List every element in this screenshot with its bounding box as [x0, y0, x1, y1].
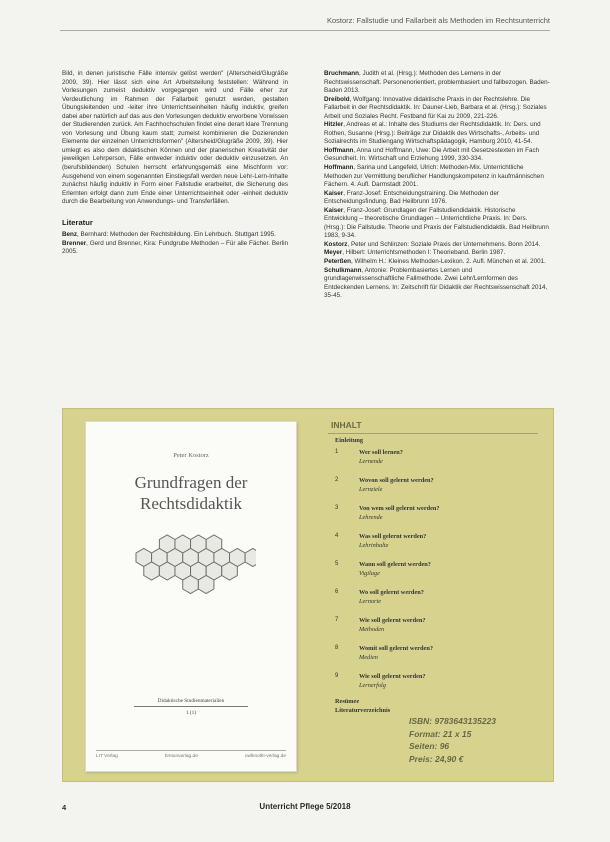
honeycomb-cell: [144, 562, 160, 580]
toc-item-question: Von wem soll gelernt werden?: [359, 505, 440, 512]
toc-item-subtitle: Medien: [359, 654, 378, 661]
toc-intro: Einleitung: [335, 437, 363, 444]
toc-item-question: Wie soll gelernt werden?: [359, 673, 426, 680]
reference-author: Kaiser: [324, 189, 344, 197]
reference-author: Kaiser: [324, 206, 344, 214]
reference-entry: [324, 70, 550, 96]
honeycomb-cell: [245, 549, 256, 567]
reference-text: , Hilbert: Unterrichtsmethoden I: Theorieband. Berlin 1987.: [342, 249, 506, 257]
book-isbn: ISBN: 9783643135223: [409, 716, 496, 726]
reference-entry: [324, 249, 550, 258]
toc-item: [335, 505, 535, 528]
toc-item-subtitle: Lernorte: [359, 598, 382, 605]
toc-item: [335, 449, 535, 472]
toc-item: [335, 589, 535, 612]
toc-item-number: 9: [335, 673, 339, 679]
reference-text: , Franz-Josef: Grundlagen der Fallstudiendidaktik. Historische Entwicklung – theoretische Grundlagen – Unterrichtliche Praxis. In: Ders. (Hrsg.): Die Fallstudie. Theorie und Praxis der Fallstudiendidaktik. Bad Heilbrunn 1983, 9-34.: [324, 206, 549, 240]
reference-author: Benz: [62, 231, 78, 239]
toc-item-number: 8: [335, 645, 339, 651]
cover-title-line1: Grundfragen der: [134, 473, 248, 492]
body-paragraph: Bild, in denen juristische Fälle intensiv gelöst werden" (Alterscheid/Glugräße 2009, 39). Hier lässt sich eine Art Arbeitsteilung feststellen: Während in Vorlesungen zumeist deduktiv vorgegangen wird und Fälle eher zur Verdeutlichung im Rahmen der Fallarbeit genutzt werden, gestalten Übungsleitenden und -leiter ihre Unterrichtseinheiten häufig induktiv, greifen dabei aber natürlich auf das aus den Vorlesungen deduktiv erworbene Vorwissen der Studierenden zurück. Am Fachhochschulen findet eine derart klare Trennung von Vorlesung und Übung kaum statt; zumeist kombinieren die Dozierenden Elemente der einzelnen Unterrichtsformen" (Altersheid/Glugräße 2009, 39). Hier umlegt es also dem didaktischen Können und der planerischen Kreativität der jeweiligen Lehrperson, Fälle entweder induktiv oder deduktiv einzusetzen. An (berufsbildenden) Schulen herrscht erfahrungsgemäß eine Mischform vor: Ausgehend von einem sogenannten Einstiegsfall werden neue Lehr-Lern-Inhalte zunächst häufig induktiv in Form einer Fallstudie erarbeitet, die Sicherung des Erlernten erfolgt dann zum Ende einer Unterrichtseinheit oder -einheit deduktiv durch die Bearbeitung von Anwendungs- und Transferfällen.: [62, 70, 288, 206]
toc-item-subtitle: Vigilage: [359, 570, 380, 577]
book-pages: Seiten: 96: [409, 741, 450, 751]
reference-text: , Wilhelm H.: Kleines Methoden-Lexikon. 2. Aufl. München et al. 2001.: [350, 258, 546, 266]
reference-author: Bruchmann: [324, 70, 359, 77]
cover-title-line2: Rechtsdidaktik: [140, 494, 242, 513]
toc-item-question: Wovon soll gelernt werden?: [359, 477, 434, 484]
reference-author: Meyer: [324, 249, 343, 257]
toc-bibliography: Literaturverzeichnis: [335, 707, 391, 714]
toc-item-question: Wann soll gelernt werden?: [359, 561, 431, 568]
cover-author: Peter Kostorz: [173, 452, 209, 459]
honeycomb-cell: [159, 562, 175, 580]
reference-author: Dreibold: [324, 95, 350, 103]
reference-entry: [62, 240, 288, 257]
right-column: [324, 70, 550, 301]
cover-title: [86, 472, 296, 514]
reference-entry: [324, 241, 550, 250]
toc-heading: INHALT: [331, 420, 362, 430]
toc-item-subtitle: Lernziele: [359, 486, 383, 493]
page-number: 4: [62, 803, 67, 812]
reference-text: , Sarina und Langefeld, Ulrich: Methoden-Mix. Unterrichtliche Methoden zur Vermittlung beruflicher Handlungskompetenz in kaufmännischen Fächern. 4. Aufl. Darmstadt 2001.: [324, 164, 544, 189]
reference-author: Schulkmann: [324, 266, 362, 274]
cover-footer-site-1: bmtunvarlag.de: [164, 754, 198, 759]
book-cover: [85, 421, 297, 772]
toc-item-number: 4: [335, 533, 339, 539]
running-header: Kostorz: Fallstudie und Fallarbeit als Methoden im Rechtsunterricht: [326, 16, 550, 25]
toc-item-subtitle: Methoden: [359, 626, 385, 633]
reference-author: Kostorz: [324, 240, 348, 248]
left-column: [62, 70, 288, 257]
literature-heading: Literatur: [62, 217, 93, 227]
book-format: Format: 21 x 15: [409, 728, 472, 739]
reference-author: Brenner: [62, 239, 87, 247]
reference-author: Hoffmann: [324, 164, 354, 172]
reference-entry: [324, 164, 550, 190]
reference-text: , Andreas et al.: Inhalte des Studiums der Rechtsdidaktik. In: Ders. und Rothen, Susanne (Hrsg.): Beiträge zur Didaktik des Wirtschafts-, Arbeits- und Sozialrechts im Studiengang Wirtschaftspädagogik, Hamburg 2010, 41-54.: [324, 121, 541, 146]
toc-item-question: Wie soll gelernt werden?: [359, 617, 426, 624]
cover-footer-site-2: uwlknotlit-verlag.de: [244, 754, 286, 759]
reference-text: , Antonie: Problembasiertes Lernen und grundlagenwissenschaftliche Fallmethode. Zwei Lehr/Lernformen des Entdeckenden Lernens. In: Zeitschrift für Didaktik der Rechtswissenschaft 2014, 35-45.: [324, 266, 548, 300]
toc-item-question: Womit soll gelernt werden?: [359, 645, 433, 652]
reference-text: , Gerd und Brenner, Kira: Fundgrube Methoden – Für alle Fächer. Berlin 2005.: [62, 239, 288, 256]
header-rule: [60, 30, 550, 31]
book-advertisement: [62, 408, 554, 782]
table-of-contents: [335, 437, 535, 714]
reference-entry: [324, 258, 550, 267]
reference-text: , Anna und Hoffmann, Uwe: Die Arbeit mit Gesetzestexten im Fach Gesundheit. In: Wirtschaft und Erziehung 1999, 330-334.: [324, 146, 540, 163]
toc-rule: [328, 433, 538, 434]
cover-bottom-rule: [96, 750, 286, 751]
toc-item-subtitle: Lernerfolg: [359, 682, 386, 689]
cover-footer: [96, 754, 286, 759]
toc-item-number: 7: [335, 617, 339, 623]
toc-item-number: 1: [335, 449, 339, 455]
cover-series: Didaktische Studienmaterialien: [157, 698, 225, 704]
toc-item-subtitle: Lehrinhalte: [359, 542, 389, 549]
book-price: Preis: 24,90 €: [409, 753, 464, 764]
honeycomb-cell: [198, 576, 214, 594]
honeycomb-cell: [222, 562, 238, 580]
reference-entry: [324, 190, 550, 207]
toc-item-number: 5: [335, 561, 339, 567]
toc-item: [335, 617, 535, 640]
reference-author: Peterßen: [324, 258, 351, 266]
reference-author: Hoffmann: [324, 146, 354, 154]
toc-item: [335, 645, 535, 668]
reference-entry: [324, 96, 550, 122]
toc-summary: Resümee: [335, 698, 360, 705]
reference-entry: [324, 147, 550, 164]
toc-item-subtitle: Lernende: [359, 458, 383, 465]
reference-entry: [324, 121, 550, 147]
toc-item: [335, 673, 535, 696]
toc-item: [335, 561, 535, 584]
toc-item-subtitle: Lehrende: [359, 514, 383, 521]
honeycomb-illustration: [126, 534, 256, 604]
toc-item-number: 2: [335, 477, 339, 483]
cover-rule: [134, 706, 248, 707]
reference-entry: [324, 267, 550, 301]
reference-entry: [62, 231, 288, 240]
toc-item-number: 6: [335, 589, 339, 595]
book-info: [409, 715, 549, 765]
reference-text: , Wolfgang: Innovative didaktische Praxis in der Rechtslehre. Die Fallarbeit in der Rechtsdidaktik. In: Dauner-Lieb, Barbara et al. (Hrsg.): Soziales Arbeit und Soziales Recht. Festband für Kai zu 2009, 221-226.: [324, 95, 547, 120]
toc-item-question: Was soll gelernt werden?: [359, 533, 427, 540]
reference-author: Hitzler: [324, 121, 344, 129]
honeycomb-cell: [183, 576, 199, 594]
toc-item-question: Wer soll lernen?: [359, 449, 403, 456]
right-references: [324, 70, 550, 301]
cover-footer-publisher: LIT Verlag: [96, 754, 118, 759]
toc-item: [335, 533, 535, 556]
left-references: [62, 231, 288, 257]
reference-text: , Franz-Josef: Entscheidungstraining. Die Methoden der Entscheidungsfindung. Bad Heilbrunn 1976.: [324, 189, 500, 206]
reference-text: , Bernhard: Methoden der Rechtsbildung. Ein Lehrbuch. Stuttgart 1995.: [77, 231, 276, 239]
reference-entry: [324, 207, 550, 241]
cover-series-number: 1 (1): [185, 710, 197, 716]
toc-item-number: 3: [335, 505, 339, 511]
reference-text: , Peter und Schlinzen: Soziale Praxis der Unternehmens. Bonn 2014.: [347, 240, 541, 248]
journal-footer: Unterricht Pflege 5/2018: [259, 802, 351, 811]
toc-item: [335, 477, 535, 500]
reference-text: , Judith et al. (Hrsg.): Methoden des Lernens in der Rechtswissenschaft. Personenorientiert, problembasiert und fallbezogen. Baden-Baden 2013.: [324, 70, 550, 95]
toc-items: [335, 449, 535, 696]
toc-item-question: Wo soll gelernt werden?: [359, 589, 424, 596]
